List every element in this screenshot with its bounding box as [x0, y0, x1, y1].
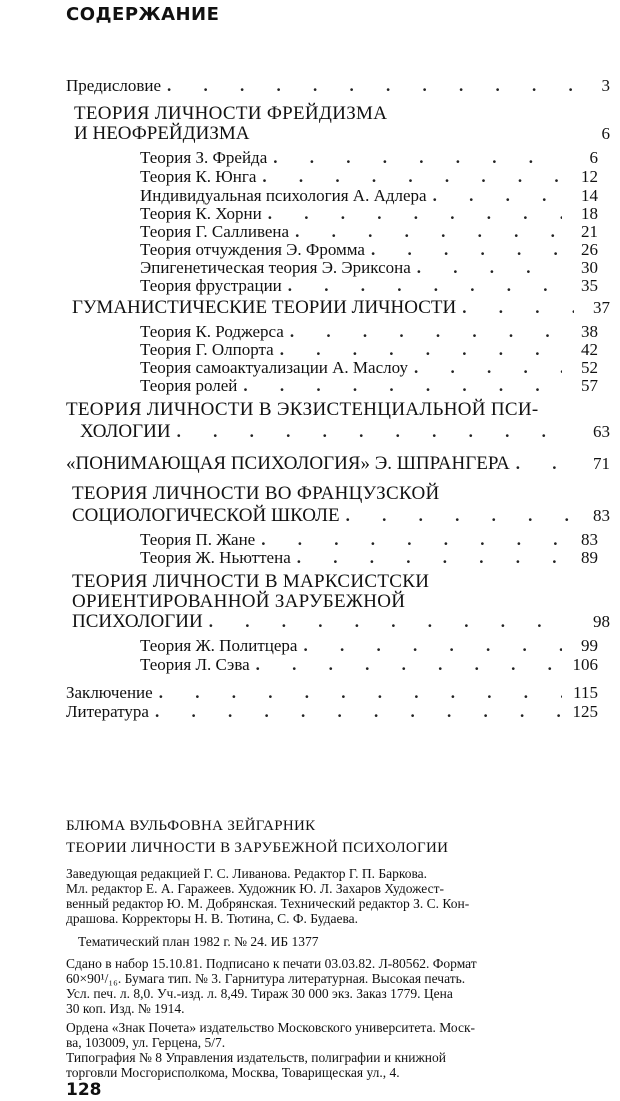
imprint-line: Мл. редактор Е. А. Гаражеев. Художник Ю. Л. Захаров Художест- — [66, 881, 445, 896]
imprint-book-title: ТЕОРИИ ЛИЧНОСТИ В ЗАРУБЕЖНОЙ ПСИХОЛОГИИ — [66, 840, 449, 856]
imprint-line: торговли Мосгорисполкома, Москва, Товарищеская ул., 4. — [66, 1065, 400, 1080]
toc-entry-title: Предисловие — [66, 76, 162, 95]
section-title-marxist-line1: ТЕОРИЯ ЛИЧНОСТИ В МАРКСИСТСКИ — [72, 571, 430, 592]
toc-entry-page: 6 — [601, 124, 610, 143]
section-title-existential-line1: ТЕОРИЯ ЛИЧНОСТИ В ЭКЗИСТЕНЦИАЛЬНОЙ ПСИ- — [66, 399, 539, 420]
toc-entry-page: 3 — [601, 76, 610, 95]
toc-entry: Теория П. Жане . . . 83 — [140, 530, 598, 549]
toc-entry: Теория З. Фрейда . . . 6 — [140, 148, 598, 167]
imprint-print-info — [66, 956, 602, 1016]
imprint-line: Ордена «Знак Почета» издательство Московского университета. Моск- — [66, 1020, 476, 1035]
imprint-line: ва, 103009, ул. Герцена, 5/7. — [66, 1035, 226, 1050]
toc-entry-section-existential: ХОЛОГИИ . . . 63 — [80, 422, 610, 441]
imprint-line: 30 коп. Изд. № 1914. — [66, 1001, 185, 1016]
imprint-line: 60×90¹/₁₆. Бумага тип. № 3. Гарнитура литературная. Высокая печать. — [66, 971, 466, 986]
toc-entry-literature: Литература . . . 125 — [66, 702, 598, 721]
imprint-author: БЛЮМА ВУЛЬФОВНА ЗЕЙГАРНИК — [66, 818, 316, 834]
imprint-staff — [66, 866, 602, 926]
imprint-line: Сдано в набор 15.10.81. Подписано к печати 03.03.82. Л-80562. Формат — [66, 956, 477, 971]
page-number: 128 — [66, 1080, 102, 1100]
section-title-existential-line2: ХОЛОГИИ — [80, 421, 171, 442]
toc-entry: Теория К. Роджерса . . . 38 — [140, 322, 598, 341]
toc-entry-section-humanistic: ГУМАНИСТИЧЕСКИЕ ТЕОРИИ ЛИЧНОСТИ . . . 37 — [72, 298, 610, 317]
section-title-french-line1: ТЕОРИЯ ЛИЧНОСТИ ВО ФРАНЦУЗСКОЙ — [72, 483, 440, 504]
toc-entry-section-spranger: «ПОНИМАЮЩАЯ ПСИХОЛОГИЯ» Э. ШПРАНГЕРА . . . 71 — [66, 454, 610, 473]
toc-entry: Теория Г. Салливена . . . 21 — [140, 222, 598, 241]
imprint-publisher — [66, 1020, 602, 1080]
toc-entry: Теория фрустрации . . . 35 — [140, 276, 598, 295]
toc-entry-section-french: СОЦИОЛОГИЧЕСКОЙ ШКОЛЕ . . . 83 — [72, 506, 610, 525]
imprint-plan: Тематический план 1982 г. № 24. ИБ 1377 — [78, 934, 319, 949]
section-title-french-line2: СОЦИОЛОГИЧЕСКОЙ ШКОЛЕ — [72, 505, 340, 526]
toc-entry-preface — [66, 76, 610, 95]
toc-entry-conclusion: Заключение . . . 115 — [66, 683, 598, 702]
toc-entry: Теория Г. Олпорта . . . 42 — [140, 340, 598, 359]
section-title-marxist-line2: ОРИЕНТИРОВАННОЙ ЗАРУБЕЖНОЙ — [72, 591, 406, 612]
toc-entry: Теория Ж. Ньюттена . . . 89 — [140, 548, 598, 567]
toc-entry-section-marxist: ПСИХОЛОГИИ . . . 98 — [72, 612, 610, 631]
toc-entry-section-freudism — [66, 124, 610, 143]
imprint-line: Типография № 8 Управления издательств, полиграфии и книжной — [66, 1050, 446, 1065]
toc-entry: Теория самоактуализации А. Маслоу . . . 52 — [140, 358, 598, 377]
section-title-freudism-line1: ТЕОРИЯ ЛИЧНОСТИ ФРЕЙДИЗМА — [74, 103, 388, 124]
section-title-spranger: «ПОНИМАЮЩАЯ ПСИХОЛОГИЯ» Э. ШПРАНГЕРА — [66, 453, 510, 474]
toc-entry: Теория Л. Сэва . . . 106 — [140, 655, 598, 674]
toc-entry: Теория К. Юнга . . . 12 — [140, 167, 598, 186]
section-title-freudism-line2: И НЕОФРЕЙДИЗМА — [74, 123, 250, 144]
imprint-line: драшова. Корректоры Н. В. Тютина, С. Ф. Будаева. — [66, 911, 359, 926]
section-title-humanistic: ГУМАНИСТИЧЕСКИЕ ТЕОРИИ ЛИЧНОСТИ — [72, 297, 457, 318]
toc-entry: Теория отчуждения Э. Фромма . . . 26 — [140, 240, 598, 259]
imprint-line: Усл. печ. л. 8,0. Уч.-изд. л. 8,49. Тираж 30 000 экз. Заказ 1779. Цена — [66, 986, 453, 1001]
toc-entry: Теория К. Хорни . . . 18 — [140, 204, 598, 223]
toc-entry: Теория ролей . . . 57 — [140, 376, 598, 395]
page-heading: СОДЕРЖАНИЕ — [66, 4, 220, 25]
toc-entry: Теория Ж. Политцера . . . 99 — [140, 636, 598, 655]
toc-entry: Индивидуальная психология А. Адлера . . . 14 — [140, 186, 598, 205]
imprint-line: венный редактор Ю. М. Добрянская. Технический редактор З. С. Кон- — [66, 896, 470, 911]
imprint-line: Заведующая редакцией Г. С. Ливанова. Редактор Г. П. Баркова. — [66, 866, 428, 881]
section-title-marxist-line3: ПСИХОЛОГИИ — [72, 611, 203, 632]
toc-entry: Эпигенетическая теория Э. Эриксона . . . 30 — [140, 258, 598, 277]
